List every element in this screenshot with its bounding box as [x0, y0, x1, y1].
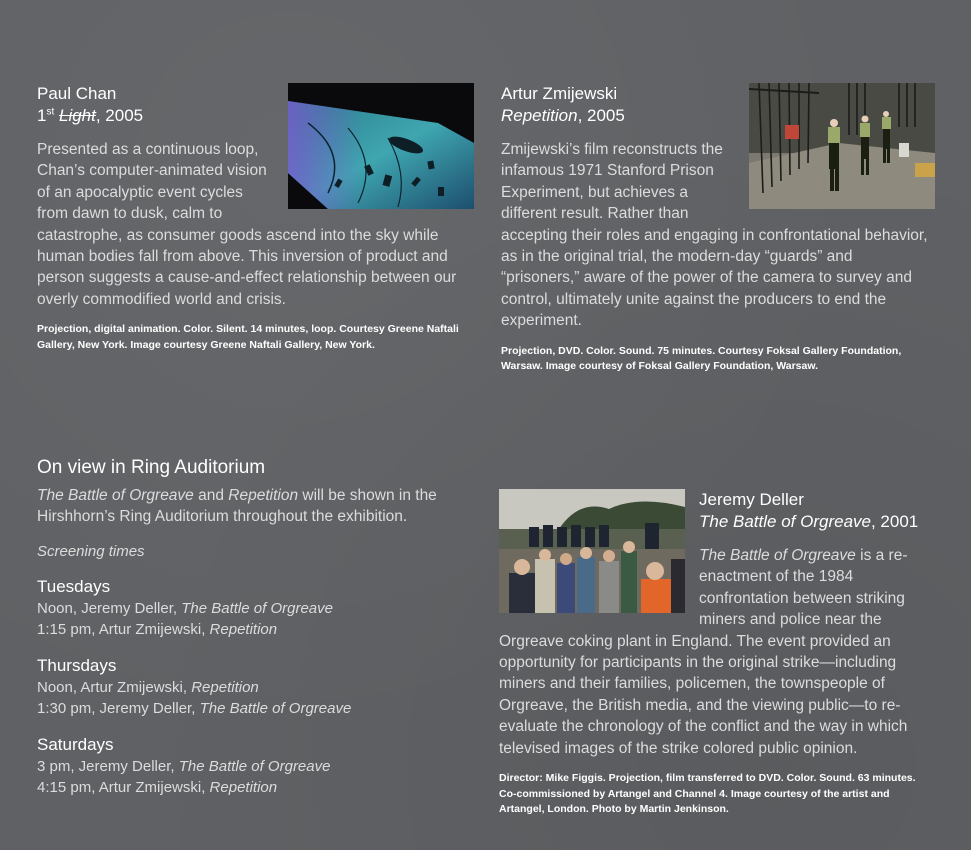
chan-artist-name: Paul Chan	[37, 84, 117, 103]
deller-crowd-photo	[499, 489, 685, 613]
deller-year: , 2001	[870, 512, 919, 531]
schedule-line	[37, 756, 457, 777]
zmijewski-year: , 2005	[577, 106, 625, 125]
deller-title: The Battle of Orgreave	[699, 512, 871, 531]
schedule-line	[37, 619, 457, 640]
chan-title-number: 1	[37, 106, 47, 125]
schedule-work: Repetition	[209, 778, 278, 796]
schedule-work: The Battle of Orgreave	[181, 599, 333, 617]
schedule-line	[37, 677, 457, 698]
deller-credit: Director: Mike Figgis. Projection, film transferred to DVD. Color. Sound. 63 minutes. Co-commissioned by Artangel and Channel 4. Image courtesy of the artist and Artangel, London. Photo by Martin Jenkinson.	[499, 772, 916, 816]
schedule-work: Repetition	[209, 620, 278, 638]
chan-animation-still	[288, 83, 474, 209]
schedule-day	[37, 734, 457, 798]
schedule-line	[37, 598, 457, 619]
paul-chan-entry	[37, 83, 474, 353]
auditorium-intro-title1: The Battle of Orgreave	[37, 487, 194, 504]
zmijewski-prison-still	[749, 83, 935, 209]
zmijewski-artist-name: Artur Zmijewski	[501, 84, 618, 103]
zmijewski-entry	[501, 83, 935, 375]
deller-entry	[499, 489, 935, 818]
schedule-day	[37, 655, 457, 719]
schedule-line	[37, 698, 457, 719]
deller-image	[499, 489, 685, 613]
deller-artist-name: Jeremy Deller	[699, 490, 804, 509]
auditorium-intro-title2: Repetition	[228, 487, 299, 504]
deller-body-text: is a re-enactment of the 1984 confrontation between striking miners and police near the Orgreave coking plant in England. The event provided an opportunity for participants in the original strike—including miners and their families, policemen, the townspeople of Orgreave, the British media, and the viewing public—to re-evaluate the chronology of the conflict and the way in which televised images of the strike colored public opinion.	[499, 547, 908, 757]
chan-title-sup: st	[46, 106, 55, 118]
day-heading: Tuesdays	[37, 576, 111, 596]
day-heading: Saturdays	[37, 734, 114, 754]
chan-image	[288, 83, 474, 209]
schedule-time: 3 pm, Jeremy Deller,	[37, 757, 179, 775]
screening-times-label: Screening times	[37, 542, 145, 560]
schedule-time: 4:15 pm, Artur Zmijewski,	[37, 778, 210, 796]
day-heading: Thursdays	[37, 655, 117, 675]
auditorium-heading: On view in Ring Auditorium	[37, 457, 266, 478]
auditorium-section	[37, 455, 457, 798]
schedule-time: 1:15 pm, Artur Zmijewski,	[37, 620, 210, 638]
chan-credit: Projection, digital animation. Color. Silent. 14 minutes, loop. Courtesy Greene Naftali Gallery, New York. Image courtesy Greene Naftali Gallery, New York.	[37, 323, 459, 351]
schedule-work: The Battle of Orgreave	[178, 757, 331, 775]
zmijewski-credit: Projection, DVD. Color. Sound. 75 minutes. Courtesy Foksal Gallery Foundation, Warsaw. Image courtesy of Foksal Gallery Foundation, Warsaw.	[501, 344, 902, 373]
zmijewski-title: Repetition	[501, 106, 578, 125]
auditorium-intro-and: and	[193, 487, 229, 504]
schedule-time: 1:30 pm, Jeremy Deller,	[37, 699, 200, 717]
schedule-time: Noon, Artur Zmijewski,	[37, 678, 192, 696]
zmijewski-image	[749, 83, 935, 209]
auditorium-intro	[37, 485, 457, 528]
zmijewski-description: Zmijewski’s film reconstructs the infamous 1971 Stanford Prison Experiment, but achieves a different result. Rather than accepting their roles and engaging in confrontational behavior, as in the original trial, the modern-day “guards” and “prisoners,” aware of the power of the camera to survey and control, ultimately unite against the producers to end the experiment.	[501, 141, 928, 330]
schedule-day	[37, 576, 457, 640]
schedule-work: The Battle of Orgreave	[199, 699, 352, 717]
schedule-time: Noon, Jeremy Deller,	[37, 599, 182, 617]
chan-title-strike: Light	[58, 106, 96, 125]
deller-body-title: The Battle of Orgreave	[699, 547, 856, 564]
schedule-line	[37, 777, 457, 798]
auditorium-intro-rest: will be shown in the Hirshhorn’s Ring Auditorium throughout the exhibition.	[37, 487, 437, 526]
schedule-work: Repetition	[191, 678, 259, 696]
chan-description: Presented as a continuous loop, Chan’s computer-animated vision of an apocalyptic event cycles from dawn to dusk, calm to catastrophe, as consumer goods ascend into the sky while human bodies fall from above. This inversion of product and person suggests a cause-and-effect relationship between our overly commodified world and crisis.	[37, 141, 457, 308]
chan-title-year: , 2005	[95, 106, 144, 125]
